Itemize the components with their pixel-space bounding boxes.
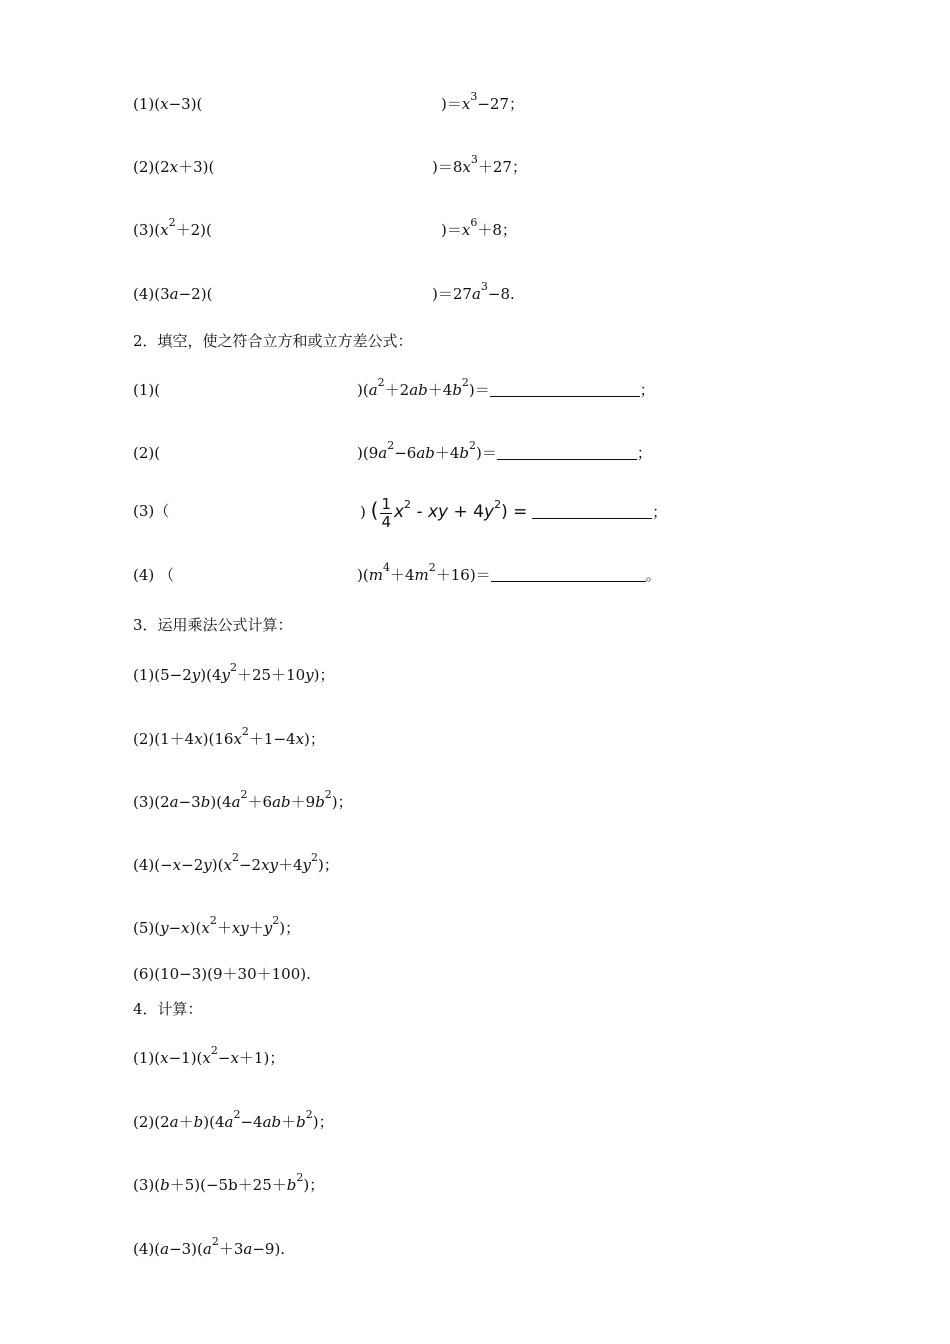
s3-item-5: $(5)(y-x)(x^2+xy+y^2)$； [133, 914, 301, 937]
s1-item-3-rhs: )$=x^6+8$； [441, 216, 517, 239]
s1-item-2-rhs: )$=8x^3+27$； [432, 153, 527, 176]
section2-heading: 2．填空，使之符合立方和或立方差公式： [133, 332, 413, 350]
s3-item-1: $(1)(5-2y)(4y^2+25+10y)$； [133, 661, 335, 684]
s4-item-4: $(4)(a-3)(a^2+3a-9)$. [133, 1235, 286, 1258]
answer-blank-1 [490, 382, 640, 397]
section3-heading: 3．运用乘法公式计算： [133, 616, 293, 634]
s3-item-3: $(3)(2a-3b)(4a^2+6ab+9b^2)$； [133, 788, 353, 811]
s1-item-2: (2)(2x＋3)( [133, 158, 215, 176]
s1-item-3: $(3)(x^2+2)$( [133, 216, 212, 239]
section4-heading: 4．计算： [133, 1000, 203, 1018]
answer-blank-3 [532, 504, 652, 519]
s4-item-1: $(1)(x-1)(x^2-x+1)$； [133, 1044, 285, 1067]
answer-blank-4 [491, 567, 646, 582]
s2-item-2: (2)( [133, 444, 161, 462]
s1-item-4: (4)(3a−2)( [133, 285, 213, 303]
s2-item-1-rhs: )$(a^2+2ab+4b^2)=$ ； [357, 376, 655, 399]
s4-item-2: $(2)(2a+b)(4a^2-4ab+b^2)$； [133, 1108, 334, 1131]
s2-item-3: (3)（ [133, 502, 170, 520]
s1-item-1: (1)(x−3)( [133, 95, 203, 113]
s3-item-2: $(2)(1+4x)(16x^2+1-4x)$； [133, 725, 325, 748]
s2-item-4: (4) （ [133, 566, 175, 584]
fraction-one-quarter: $\frac{1}{4}$ [381, 494, 391, 531]
s2-item-3-rhs: ) ( $\frac{1}{4}$ $x^2$ - xy + $4y^2$) = ； [360, 494, 668, 531]
s1-item-1-rhs: )$=x^3-27$； [441, 90, 524, 113]
s3-item-6: (6)(10−3)(9＋30＋100). [133, 965, 311, 983]
s4-item-3: $(3)(b+5)(-5b+25+b^2)$； [133, 1171, 325, 1194]
answer-blank-2 [497, 445, 637, 460]
s2-item-4-rhs: )$(m^4+4m^2+16)=$ 。 [357, 561, 661, 584]
s3-item-4: $(4)(-x-2y)(x^2-2xy+4y^2)$； [133, 851, 339, 874]
s1-item-4-rhs: )$=27a^3-8$. [432, 280, 515, 303]
s2-item-1: (1)( [133, 381, 161, 399]
s2-item-2-rhs: )$(9a^2-6ab+4b^2)=$ ； [357, 439, 652, 462]
